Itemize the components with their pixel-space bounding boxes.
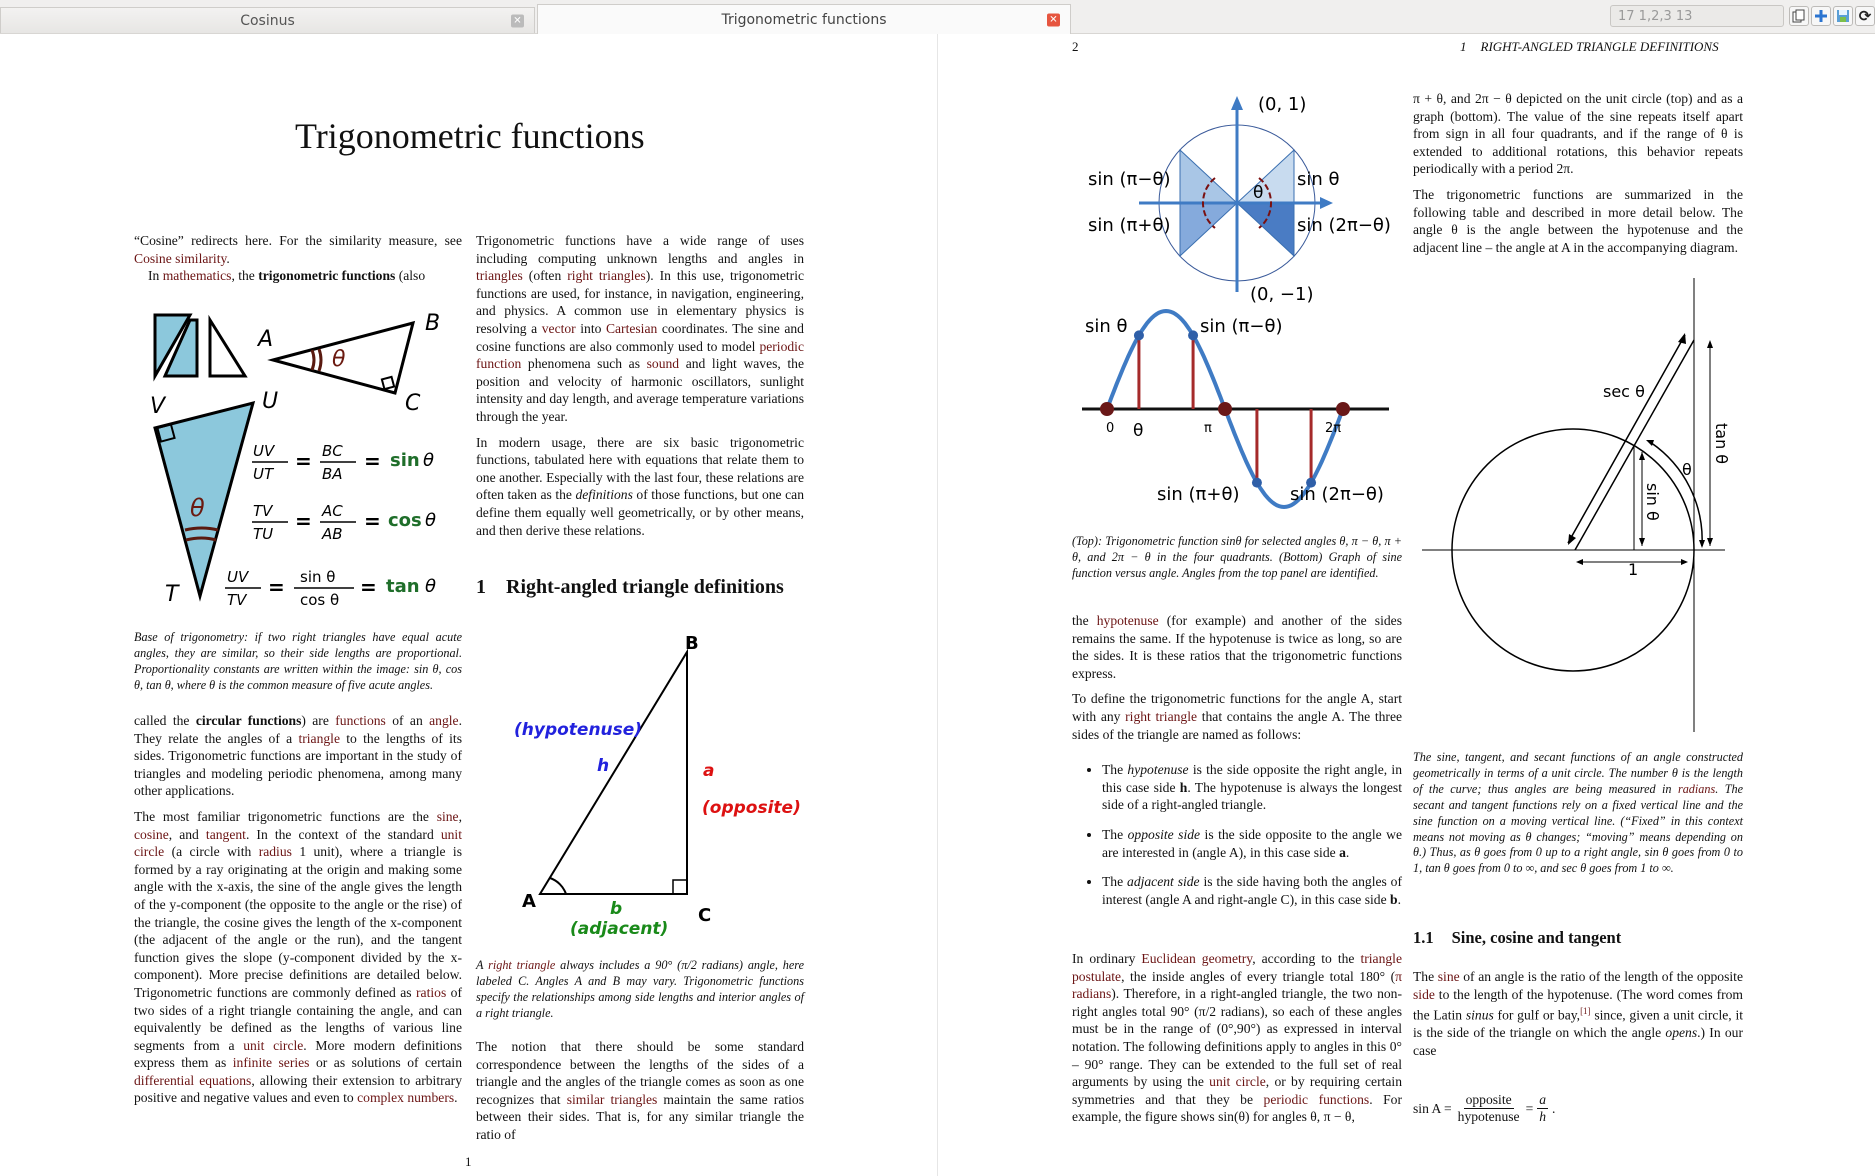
link-side[interactable]: side — [1413, 986, 1435, 1002]
svg-text:sin (2π−θ): sin (2π−θ) — [1290, 484, 1384, 505]
quadrant-1-triangle — [1237, 150, 1294, 203]
tab-label: Cosinus — [240, 12, 295, 29]
body-text-sine: The sine of an angle is the ratio of the length of the opposite side to the length of the hypotenuse. (The word comes from the Latin sinus for gulf or bay,[1] since, given a unit circle, it is the side of the triangle on which the angle opens.) In our case — [1413, 969, 1743, 1058]
svg-text:sin (π−θ): sin (π−θ) — [1200, 316, 1283, 337]
figure-caption-sine: (Top): Trigonometric function sinθ for selected angles θ, π − θ, π + θ, and 2π − θ in the four quadrants. (Bottom) Graph of sine function versus angle. Angles from the top panel are identified. — [1072, 534, 1402, 580]
svg-text:θ: θ — [425, 576, 437, 597]
svg-text:sin: sin — [390, 450, 420, 471]
svg-text:=: = — [364, 449, 381, 473]
svg-text:1: 1 — [1628, 560, 1639, 579]
link-triangles[interactable]: triangles — [476, 268, 523, 284]
svg-text:UV: UV — [227, 568, 249, 586]
svg-text:UV: UV — [253, 442, 275, 460]
close-tab-icon[interactable]: ✕ — [1047, 13, 1060, 26]
label-v: V — [150, 394, 166, 419]
link-complex-numbers[interactable]: complex numbers — [357, 1090, 455, 1106]
svg-text:TU: TU — [253, 525, 274, 543]
svg-text:(0, −1): (0, −1) — [1250, 284, 1314, 305]
svg-text:cos: cos — [388, 510, 422, 531]
subsection-heading: 1.1 Sine, cosine and tangent — [1413, 928, 1622, 947]
link-unit-circle-3[interactable]: unit circle — [1209, 1074, 1266, 1090]
label-u: U — [262, 389, 279, 414]
link-unit-circle[interactable]: unit circle — [134, 826, 462, 860]
link-pi-radians[interactable]: π radians — [1072, 968, 1402, 1002]
link-radius[interactable]: radius — [258, 844, 292, 860]
link-periodic-functions[interactable]: periodic functions — [1263, 1091, 1370, 1107]
svg-text:0: 0 — [1106, 421, 1115, 436]
quadrant-4-triangle — [1237, 203, 1294, 256]
page-number-2: 2 — [1072, 39, 1079, 54]
svg-text:=: = — [360, 575, 377, 599]
svg-text:sin (π−θ): sin (π−θ) — [1088, 169, 1171, 190]
figure-caption-similar-triangles: Base of trigonometry: if two right triangles have equal acute angles, they are similar, so their side lengths are proportional. Proportionality constants are written within the image: sin θ, cos θ, tan θ, where θ is the common measure of five acute angles. — [134, 630, 462, 692]
list-item: • The opposite side is the side opposite to the angle we are interested in (angle A), in this case side a. — [1102, 826, 1402, 861]
svg-text:θ: θ — [1682, 460, 1692, 479]
body-text-col2-bottom: The notion that there should be some standard correspondence between the lengths of the sides of a triangle and the angles of the triangle comes as soon as one recognizes that similar triangles maintain the same ratios between their sides. That is, for any similar triangle the ratio of — [476, 1039, 804, 1142]
svg-text:C: C — [698, 905, 712, 926]
svg-text:sin (2π−θ): sin (2π−θ) — [1297, 215, 1391, 236]
section-heading: 1 Right-angled triangle definitions — [476, 576, 784, 598]
quadrant-2-triangle — [1180, 150, 1237, 203]
svg-text:a: a — [703, 761, 715, 781]
svg-text:(0, 1): (0, 1) — [1258, 94, 1307, 115]
intro-text: “Cosine” redirects here. For the similarity measure, see Cosine similarity. In mathematics, the trigonometric functions (also — [134, 233, 462, 284]
figure-caption-unit-circle: The sine, tangent, and secant functions of an angle constructed geometrically in terms of a unit circle. The number θ is the length of the curve; thus angles are being measured in radians. The secant and tangent functions rely on a fixed vertical line and the sine function on a moving vertical line. (“Fixed” in this context means not moving as θ changes; “moving” means depending on θ.) Thus, as θ goes from 0 up to a right angle, sin θ goes from 0 to 1, tan θ goes from 0 to ∞, and sec θ goes from 1 to ∞. — [1413, 750, 1743, 876]
small-triangle-3 — [210, 320, 245, 376]
zero-crossing-point — [1218, 402, 1232, 416]
label-t: T — [165, 582, 179, 607]
label-theta-tuv: θ — [190, 494, 205, 522]
link-mathematics[interactable]: mathematics — [162, 268, 232, 284]
link-ratios[interactable]: ratios — [416, 984, 447, 1000]
link-differential-equations[interactable]: differential equations — [134, 1072, 252, 1088]
svg-text:sin θ: sin θ — [300, 568, 336, 586]
svg-text:AC: AC — [322, 502, 343, 520]
body-text-col2: Trigonometric functions have a wide range of uses including computing unknown lengths and angles in triangles (often right triangles). In this use, trigonometric functions are used, for instance, in navigation, engineering, and physics. A common use in elementary physics is resolving a vector into Cartesian coordinates. The sine and cosine functions are also commonly used to model periodic function phenomena such as sound and light waves, the position and velocity of harmonic oscillators, sunlight intensity and day length, and average temperature variations through the year. In modern usage, there are six basic trigonometric functions, tabulated here with equations that relate them to one another. Especially with the last four, these relations are often taken as the definitions of those functions, but one can define them equally well geometrically, or by other means, and then derive these relations. — [476, 233, 805, 538]
svg-text:B: B — [685, 633, 699, 654]
svg-text:AB: AB — [322, 525, 343, 543]
svg-text:TV: TV — [227, 591, 247, 609]
svg-text:sin θ: sin θ — [1297, 169, 1340, 190]
tab-label: Trigonometric functions — [721, 11, 887, 28]
copy-icon[interactable] — [1789, 6, 1809, 26]
body-text-p2-col2: π + θ, and 2π − θ depicted on the unit circle (top) and as a graph (bottom). The value of the sine repeats itself apart from sign in all four quadrants, and if the range of θ is extended to additional rotations, this behavior repeats periodically with a period 2π. The trigonometric functions are summarized in the following table and described in more detail below. The angle θ is the angle between the hypotenuse and the adjacent line – the angle at A in the accompanying diagram. — [1413, 91, 1743, 255]
link-cosine-similarity[interactable]: Cosine similarity — [134, 250, 227, 266]
link-infinite-series[interactable]: infinite series — [232, 1055, 310, 1071]
zero-crossing-point — [1100, 402, 1114, 416]
triangle-abc-lines — [540, 652, 687, 894]
link-functions[interactable]: functions — [335, 713, 386, 728]
body-text-p2-col1: the hypotenuse (for example) and another of the sides remains the same. If the hypotenuse is twice as long, so are the sides. It is these ratios that the trigonometric functions express. To define the trigonometric functions for the angle A, start with any right triangle that contains the angle A. The three sides of the triangle are named as follows: • The hypotenuse is the side opposite the right angle, in this case side h. The hypotenuse is always the longest side of a right-angled triangle. • The opposite side is the side opposite to the angle we are interested in (angle A), in this case side a. • The adjacent side is the side having both the angles of interest (angle A and right-angle C), in this case side b. — [1072, 612, 1402, 920]
link-vector[interactable]: vector — [541, 320, 576, 336]
svg-text:BA: BA — [322, 465, 343, 483]
page-range-input[interactable]: 17 1,2,3 13 — [1610, 5, 1784, 27]
svg-text:tan: tan — [386, 576, 420, 597]
svg-text:=: = — [295, 509, 312, 533]
link-unit-circle-2[interactable]: unit circle — [243, 1037, 304, 1053]
link-periodic-function[interactable]: periodic function — [476, 338, 804, 372]
list-item: • The hypotenuse is the side opposite the right angle, in this case side h. The hypotenuse is always the longest side of a right-angled triangle. — [1102, 761, 1402, 814]
link-triangle-postulate[interactable]: triangle postulate — [1072, 951, 1402, 984]
zero-crossing-point — [1336, 402, 1350, 416]
link-right-triangle-2[interactable]: right triangle — [1125, 708, 1198, 724]
svg-text:=: = — [268, 575, 285, 599]
link-cosine[interactable]: cosine — [134, 826, 169, 842]
link-hypotenuse[interactable]: hypotenuse — [1096, 613, 1159, 628]
svg-text:h: h — [597, 756, 610, 776]
stem-pi-minus-theta-point — [1188, 330, 1198, 340]
link-tangent[interactable]: tangent — [205, 826, 246, 842]
save-icon[interactable] — [1833, 6, 1853, 26]
svg-text:BC: BC — [322, 442, 343, 460]
svg-text:θ: θ — [1253, 183, 1264, 203]
close-tab-icon[interactable]: ✕ — [511, 14, 524, 27]
svg-text:(opposite): (opposite) — [702, 798, 801, 818]
svg-text:b: b — [610, 899, 623, 919]
link-triangle[interactable]: triangle — [298, 730, 340, 746]
link-angle[interactable]: angle — [429, 713, 459, 728]
running-header: 1 RIGHT-ANGLED TRIANGLE DEFINITIONS — [1460, 39, 1719, 54]
svg-text:UT: UT — [253, 465, 274, 483]
svg-text:=: = — [295, 449, 312, 473]
svg-text:sin (π+θ): sin (π+θ) — [1157, 484, 1240, 505]
svg-text:(adjacent): (adjacent) — [570, 919, 669, 939]
svg-text:sin θ: sin θ — [1643, 483, 1662, 521]
link-cartesian[interactable]: Cartesian — [605, 320, 658, 336]
list-item: • The adjacent side is the side having both the angles of interest (angle A and right-angle C), in this case side b. — [1102, 873, 1402, 908]
stem-theta-point — [1134, 330, 1144, 340]
add-icon[interactable] — [1811, 6, 1831, 26]
svg-text:θ: θ — [423, 450, 435, 471]
page-divider — [937, 34, 938, 1176]
tab-bar — [0, 0, 1875, 34]
label-c: C — [405, 391, 421, 416]
svg-text:=: = — [364, 509, 381, 533]
page-number-1: 1 — [465, 1154, 472, 1169]
link-euclidean-geometry[interactable]: Euclidean geometry — [1141, 951, 1253, 966]
link-similar-triangles[interactable]: similar triangles — [566, 1091, 658, 1107]
link-right-triangles[interactable]: right triangles — [567, 268, 646, 284]
svg-text:2π: 2π — [1325, 421, 1342, 436]
label-a: A — [258, 327, 274, 352]
svg-text:(hypotenuse): (hypotenuse) — [514, 720, 643, 740]
link-sine-2[interactable]: sine — [1437, 969, 1460, 984]
svg-text:θ: θ — [425, 510, 437, 531]
side-names-list — [1072, 761, 1402, 908]
figure-caption-right-triangle: A right triangle always includes a 90° (π/2 radians) angle, here labeled C. Angles A and B may vary. Trigonometric functions specify the relationships among side lengths and interior angles of a right triangle. — [476, 958, 805, 1020]
svg-text:sin θ: sin θ — [1085, 316, 1128, 337]
right-triangle-figure — [470, 615, 810, 945]
link-sine[interactable]: sine — [436, 808, 459, 824]
link-sound[interactable]: sound — [646, 356, 680, 372]
reference-1[interactable]: [1] — [1580, 1006, 1591, 1017]
svg-text:cos θ: cos θ — [300, 591, 340, 609]
svg-text:π: π — [1204, 421, 1212, 436]
svg-text:sin (π+θ): sin (π+θ) — [1088, 215, 1171, 236]
tab-cosinus[interactable] — [0, 7, 535, 33]
sine-quadrant-figure — [1065, 80, 1405, 520]
body-text-col1: called the circular functions) are functions of an angle. They relate the angles of a triangle to the lengths of its sides. Trigonometric functions are important in the study of triangles and modeling periodic phenomena, among many other applications. The most familiar trigonometric functions are the sine, cosine, and tangent. In the context of the standard unit circle (a circle with radius 1 unit), where a triangle is formed by a ray originating at the origin and making some angle with the x-axis, the sine of the angle gives the length of the y-component (the opposite to the angle or the rise) of the triangle, the cosine gives the length of the x-component (the adjacent of the angle or the run), and the tangent function gives the slope (y-component divided by the x-component). More precise definitions are detailed below. Trigonometric functions are commonly defined as ratios of two sides of a right triangle containing the angle, and can equivalently be defined as the lengths of various line segments from a unit circle. More modern definitions express them as infinite series or as solutions of certain differential equations, allowing their extension to arbitrary positive and negative values and even to complex numbers. — [134, 713, 463, 1106]
sine-formula: sin A = opposite hypotenuse = $\frac{a}{h}$ . — [1413, 1092, 1556, 1124]
svg-text:TV: TV — [253, 502, 273, 520]
page-title: Trigonometric functions — [295, 116, 645, 156]
svg-text:A: A — [522, 891, 536, 912]
body-text-p2-col1-bottom: In ordinary Euclidean geometry, according to the triangle postulate, the inside angles of every triangle total 180° (π radians). Therefore, in a right-angled triangle, the two non-right angles total 90° (π/2 radians), so each of these angles must be in the range of (0°,90°) as expressed in interval notation. The following definitions apply to angles in this 0° – 90° range. They can be extended to the full set of real arguments by using the unit circle, or by requiring certain symmetries and that they be periodic functions. For example, the figure shows sin(θ) for angles θ, π − θ, — [1072, 951, 1402, 1125]
svg-text:sec θ: sec θ — [1603, 382, 1645, 401]
label-theta-abc: θ — [332, 347, 346, 372]
reload-icon[interactable]: ⟳ — [1855, 6, 1875, 26]
stem-pi-plus-theta-point — [1252, 478, 1262, 488]
link-radians[interactable]: radians — [1677, 781, 1716, 796]
svg-text:tan θ: tan θ — [1712, 423, 1731, 465]
unit-circle-figure — [1420, 270, 1740, 740]
link-right-triangle[interactable]: right triangle — [488, 958, 556, 972]
tab-trigonometric-functions[interactable] — [537, 4, 1071, 34]
svg-text:θ: θ — [1133, 421, 1144, 441]
quadrant-3-triangle — [1180, 203, 1237, 256]
similar-triangles-figure — [140, 298, 470, 613]
label-b: B — [425, 311, 441, 336]
